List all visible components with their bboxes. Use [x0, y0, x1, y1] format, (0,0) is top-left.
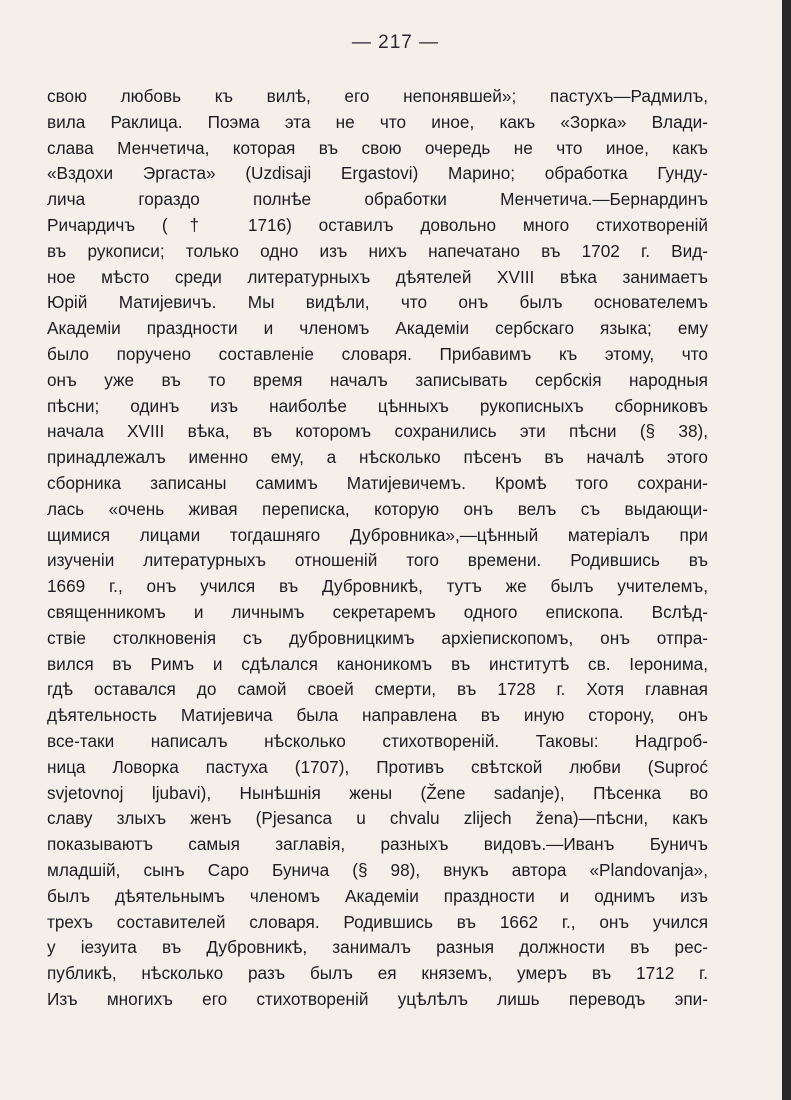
text-line: сборника записаны самимъ Матиjевичемъ. Кромѣ того сохрани- [47, 472, 708, 493]
text-line: «Вздохи Эргаста» (Uzdisaji Ergastovi) Марино; обработка Гунду- [47, 163, 708, 184]
text-line: ствіе столкновенія съ дубровницкимъ архіепископомъ, онъ отпра- [47, 627, 708, 648]
page-edge [782, 0, 791, 1100]
text-line: трехъ составителей словаря. Родившись въ 1662 г., онъ учился [47, 911, 708, 932]
text-line: ница Ловорка пастуха (1707), Противъ свѣтской любви (Suproć [47, 756, 708, 777]
text-line: Юрій Матиjевичъ. Мы видѣли, что онъ былъ основателемъ [47, 292, 708, 313]
text-line: гдѣ оставался до самой своей смерти, въ 1728 г. Хотя главная [47, 679, 708, 700]
text-line: слава Менчетича, которая въ свою очередь не что иное, какъ [47, 137, 708, 158]
text-line: принадлежалъ именно ему, а нѣсколько пѣсенъ въ началѣ этого [47, 447, 708, 468]
text-line: публикѣ, нѣсколько разъ былъ ея княземъ, умеръ въ 1712 г. [47, 963, 708, 984]
text-line: былъ дѣятельнымъ членомъ Академіи праздности и однимъ изъ [47, 885, 708, 906]
text-line: въ рукописи; только одно изъ нихъ напечатано въ 1702 г. Вид- [47, 240, 708, 261]
page-number: — 217 — [351, 32, 440, 53]
text-line: дѣятельность Матиjевича была направлена въ иную сторону, онъ [47, 705, 708, 726]
text-line: все-таки написалъ нѣсколько стихотвореній. Таковы: Надгроб- [47, 730, 708, 751]
text-line: славу злыхъ женъ (Pjesanca u chvalu zlijech žena)—пѣсни, какъ [47, 808, 708, 829]
text-line: свою любовь къ вилѣ, его непонявшей»; пастухъ—Радмилъ, [47, 86, 708, 106]
text-line: вила Раклица. Поэма эта не что иное, какъ «Зорка» Влади- [47, 111, 708, 132]
text-line: показываютъ самыя заглавія, разныхъ видовъ.—Иванъ Буничъ [47, 834, 708, 855]
text-line: у іезуита въ Дубровникѣ, занималъ разныя должности въ рес- [47, 937, 708, 958]
text-line: Ричардичъ († 1716) оставилъ довольно много стихотвореній [47, 214, 708, 235]
text-line: щимися лицами тогдашняго Дубровника»,—цѣнный матеріалъ при [47, 524, 708, 545]
text-line: ное мѣсто среди литературныхъ дѣятелей XVIII вѣка занимаетъ [47, 266, 708, 287]
body-text [47, 84, 708, 1013]
text-line: онъ уже въ то время началъ записывать сербскія народныя [47, 369, 708, 390]
text-line: svjetovnoj ljubavi), Нынѣшнія жены (Žene sadanje), Пѣсенка во [47, 782, 708, 803]
text-line: священникомъ и личнымъ секретаремъ одного епископа. Вслѣд- [47, 601, 708, 622]
text-line: Академіи праздности и членомъ Академіи сербскаго языка; ему [47, 318, 708, 339]
text-line: вился въ Римъ и сдѣлался каноникомъ въ институтѣ св. Іеронима, [47, 653, 708, 674]
text-line: пѣсни; одинъ изъ наиболѣе цѣнныхъ рукописныхъ сборниковъ [47, 395, 708, 416]
text-line: начала XVIII вѣка, въ которомъ сохранились эти пѣсни (§ 38), [47, 421, 708, 442]
text-line: было поручено составленіе словаря. Прибавимъ къ этому, что [47, 343, 708, 364]
text-line: изученіи литературныхъ отношеній того времени. Родившись въ [47, 550, 708, 571]
text-line: лича гораздо полнѣе обработки Менчетича.—Бернардинъ [47, 189, 708, 210]
text-line: 1669 г., онъ учился въ Дубровникѣ, тутъ же былъ учителемъ, [47, 576, 708, 597]
text-line: Изъ многихъ его стихотвореній уцѣлѣлъ лишь переводъ эпи- [47, 988, 708, 1009]
text-line: лась «очень живая переписка, которую онъ велъ съ выдающи- [47, 498, 708, 519]
text-line: младшій, сынъ Саро Бунича (§ 98), внукъ автора «Plandovanja», [47, 859, 708, 880]
